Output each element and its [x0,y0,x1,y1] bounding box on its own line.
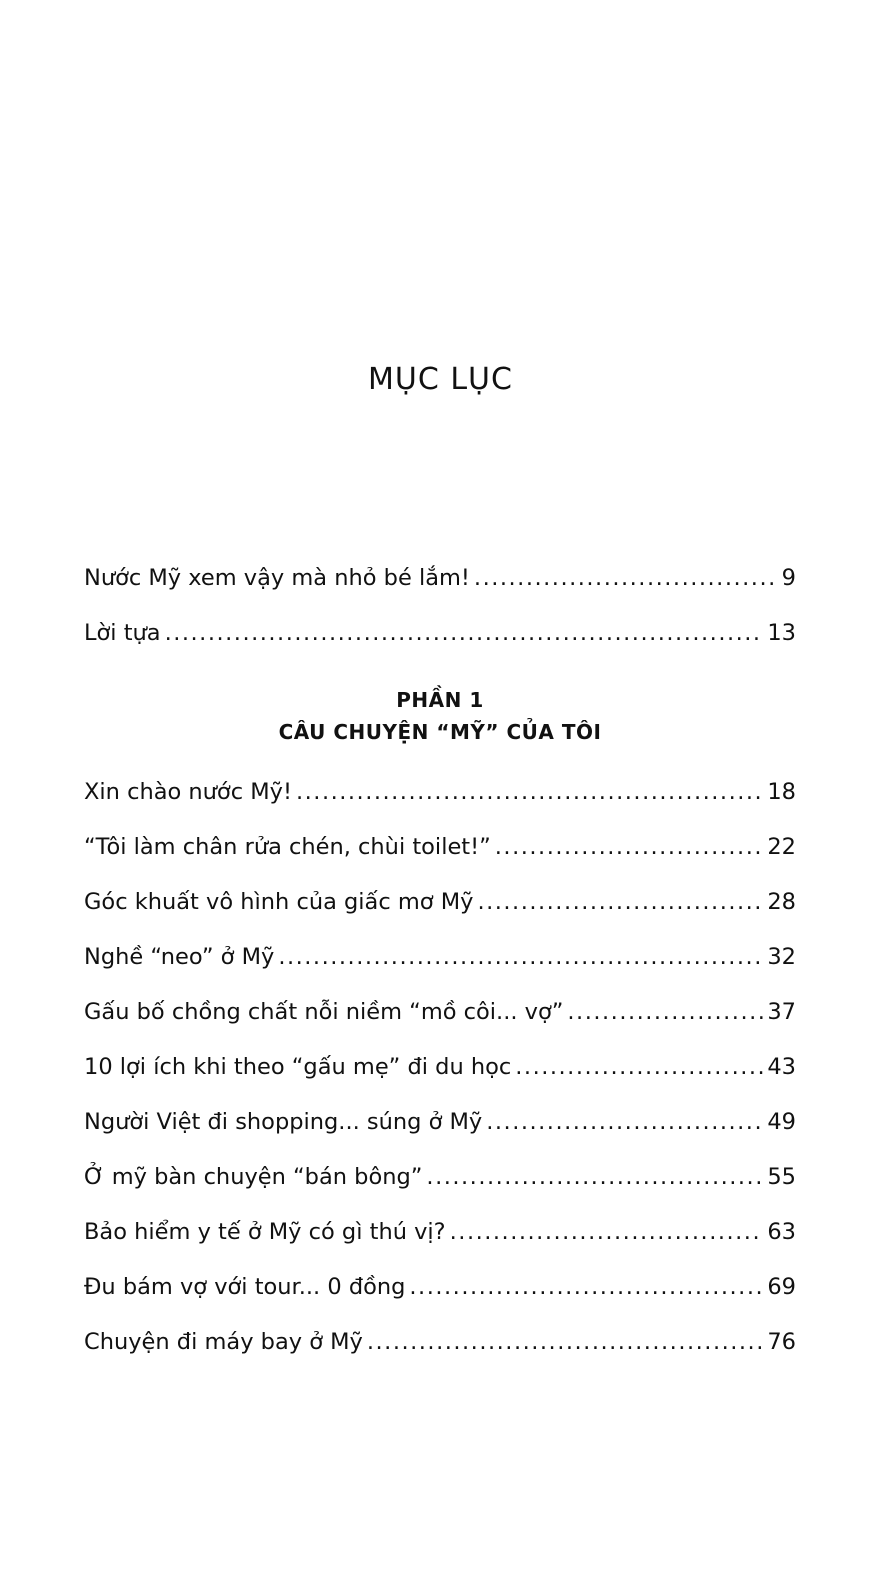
toc-entry-page: 49 [767,1109,796,1135]
toc-entry-page: 18 [767,779,796,805]
toc-entry[interactable] [84,1104,796,1159]
toc-entry-label: Đu bám vợ với tour... 0 đồng [84,1274,406,1300]
dot-leader [495,829,764,865]
toc-entry-page: 32 [767,944,796,970]
toc-entry[interactable] [84,884,796,939]
toc-list [84,560,796,1379]
dot-leader [278,939,763,975]
part-number: PHẦN 1 [396,688,484,712]
toc-entry-label: Góc khuất vô hình của giấc mơ Mỹ [84,889,474,915]
toc-entry-page: 63 [767,1219,796,1245]
toc-entry-page: 28 [767,889,796,915]
toc-entry-page: 9 [781,565,796,591]
toc-title: MỤC LỤC [368,362,513,397]
toc-entry-label: Nghề “neo” ở Mỹ [84,944,275,970]
toc-entry-label: “Tôi làm chân rửa chén, chùi toilet!” [84,834,491,860]
toc-entry-label: Gấu bố chồng chất nỗi niềm “mồ côi... vợ” [84,999,564,1025]
toc-entry[interactable] [84,1159,796,1214]
dot-leader [165,615,764,651]
toc-entry[interactable] [84,1269,796,1324]
toc-entry[interactable] [84,774,796,829]
dot-leader [515,1049,763,1085]
toc-entry-page: 76 [767,1329,796,1355]
toc-entry[interactable] [84,939,796,994]
toc-entry[interactable] [84,1214,796,1269]
toc-entry-page: 37 [767,999,796,1025]
toc-entry[interactable] [84,829,796,884]
toc-entry[interactable] [84,994,796,1049]
toc-entry[interactable] [84,560,796,615]
toc-entry-page: 55 [767,1164,796,1190]
toc-entry-page: 22 [767,834,796,860]
toc-entry-page: 69 [767,1274,796,1300]
toc-entry-label: Chuyện đi máy bay ở Mỹ [84,1329,363,1355]
dot-leader [474,560,778,596]
part-title: CÂU CHUYỆN “MỸ” CỦA TÔI [278,720,602,744]
toc-entry[interactable] [84,1049,796,1104]
dot-leader [450,1214,764,1250]
toc-entry-page: 13 [767,620,796,646]
dot-leader [477,884,763,920]
toc-entry-label: Bảo hiểm y tế ở Mỹ có gì thú vị? [84,1219,446,1245]
dot-leader [367,1324,764,1360]
toc-entry-label: 10 lợi ích khi theo “gấu mẹ” đi du học [84,1054,512,1080]
toc-entry-label: Lời tựa [84,620,161,646]
toc-entry[interactable] [84,1324,796,1379]
dot-leader [409,1269,763,1305]
toc-entry-page: 43 [767,1054,796,1080]
toc-entry-label: Người Việt đi shopping... súng ở Mỹ [84,1109,483,1135]
toc-entry-label: Nước Mỹ xem vậy mà nhỏ bé lắm! [84,565,470,591]
dot-leader [426,1159,763,1195]
toc-entry[interactable] [84,615,796,670]
toc-entry-label: Ở mỹ bàn chuyện “bán bông” [84,1164,423,1190]
dot-leader [486,1104,763,1140]
dot-leader [296,774,763,810]
toc-entry-label: Xin chào nước Mỹ! [84,779,292,805]
part-heading [84,684,796,748]
dot-leader [567,994,763,1030]
